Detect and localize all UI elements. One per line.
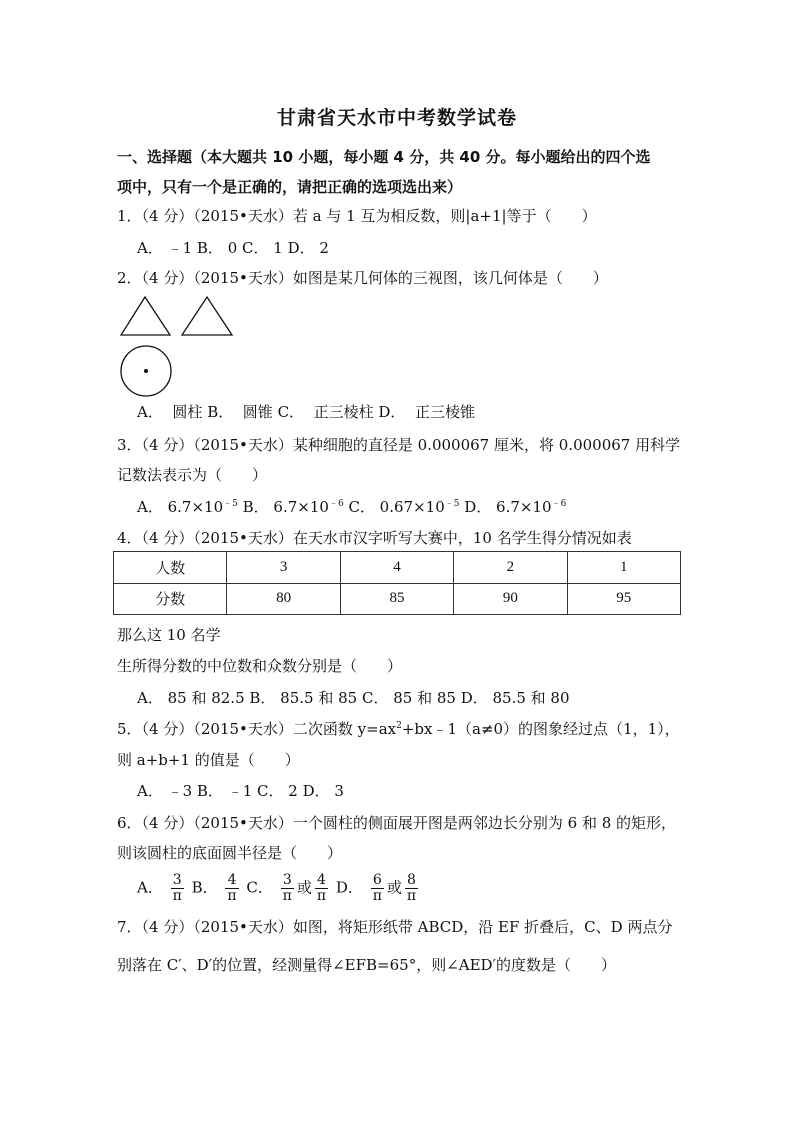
q2-option-b-text: 圆锥 xyxy=(242,403,273,421)
q2-option-b-label: B． xyxy=(207,403,234,421)
table-row xyxy=(114,552,681,584)
fraction-denominator: π xyxy=(372,888,382,904)
question-4-continuation-line1: 那么这 10 名学 xyxy=(117,626,221,644)
front-view-triangle xyxy=(121,297,170,335)
fraction-numerator: 4 xyxy=(315,873,328,889)
q3-option-c: C． 0.67×10 xyxy=(343,498,445,516)
question-7-stem-line1: 7．（4 分）（2015•天水）如图，将矩形纸带 ABCD，沿 EF 折叠后，C、D 两点分 xyxy=(117,918,673,936)
fraction-denominator: π xyxy=(316,888,327,904)
fraction-denominator: π xyxy=(172,888,182,904)
fraction-denominator: π xyxy=(406,888,417,904)
q2-option-a-label: A． xyxy=(137,403,163,421)
side-view-triangle xyxy=(182,297,232,335)
q3-option-c-exponent: ﹣5 xyxy=(444,499,460,509)
fraction-numerator: 3 xyxy=(281,873,294,889)
score-table xyxy=(113,551,681,615)
question-3-options xyxy=(137,497,566,517)
question-5-stem-line2: 则 a+b+1 的值是（ ） xyxy=(117,751,300,769)
q6-option-d-fraction-2 xyxy=(405,873,418,904)
fraction-denominator: π xyxy=(282,888,292,904)
top-view-center-dot xyxy=(144,369,148,373)
question-6-stem-line1: 6．（4 分）（2015•天水）一个圆柱的侧面展开图是两邻边长分别为 6 和 8 的矩形， xyxy=(117,814,677,832)
q3-option-a-exponent: ﹣5 xyxy=(223,499,238,509)
three-view-top-circle xyxy=(118,345,176,399)
q6-option-c-label: C． xyxy=(246,878,273,897)
question-4-continuation-line2: 生所得分数的中位数和众数分别是（ ） xyxy=(117,657,403,675)
q6-option-d-fraction-1 xyxy=(371,873,384,904)
q3-option-d: D． 6.7×10 xyxy=(459,498,552,516)
q2-option-c-label: C． xyxy=(277,403,305,421)
q6-option-b-fraction xyxy=(225,873,238,904)
table-cell: 95 xyxy=(567,583,680,615)
table-cell: 1 xyxy=(567,552,680,584)
question-6-options xyxy=(137,873,421,904)
q2-option-d-text: 正三棱锥 xyxy=(414,403,475,421)
q3-option-b: B． 6.7×10 xyxy=(237,498,329,516)
question-3-stem-line1: 3．（4 分）（2015•天水）某种细胞的直径是 0.000067 厘米，将 0.000067 用科学 xyxy=(117,436,681,454)
section-heading-line2: 项中，只有一个是正确的，请把正确的选项选出来） xyxy=(117,178,463,196)
q3-option-a: A． 6.7×10 xyxy=(137,498,224,516)
q2-option-a-text: 圆柱 xyxy=(172,403,203,421)
fraction-numerator: 6 xyxy=(371,873,384,889)
question-6-stem-line2: 则该圆柱的底面圆半径是（ ） xyxy=(117,844,343,862)
table-row xyxy=(114,583,681,615)
q6-option-c-fraction-1 xyxy=(281,873,294,904)
q5-stem-part-b: +bx﹣1（a≠0）的图象经过点（1，1）， xyxy=(401,720,680,738)
three-view-front-side-triangles xyxy=(118,295,238,337)
q6-option-b-label: B． xyxy=(191,878,218,897)
question-5-options: A． ﹣3 B． ﹣1 C． 2 D． 3 xyxy=(137,782,344,800)
q5-stem-part-a: 5．（4 分）（2015•天水）二次函数 y=ax xyxy=(117,720,397,738)
fraction-numerator: 3 xyxy=(171,873,184,889)
question-4-options: A． 85 和 82.5 B． 85.5 和 85 C． 85 和 85 D． 85.5 和 80 xyxy=(137,689,570,707)
question-2-options xyxy=(137,402,475,422)
question-3-stem-line2: 记数法表示为（ ） xyxy=(117,466,268,484)
table-cell: 4 xyxy=(340,552,453,584)
question-4-stem: 4．（4 分）（2015•天水）在天水市汉字听写大赛中，10 名学生得分情况如表 xyxy=(117,529,632,547)
question-1-options: A． ﹣1 B． 0 C． 1 D． 2 xyxy=(137,239,329,257)
q6-option-a-label: A． xyxy=(137,878,163,897)
q6-option-d-label: D． xyxy=(335,878,363,897)
fraction-numerator: 4 xyxy=(225,873,238,889)
question-7-stem-line2: 别落在 C′、D′的位置，经测量得∠EFB=65°，则∠AED′的度数是（ ） xyxy=(117,956,616,974)
table-cell: 2 xyxy=(454,552,567,584)
table-cell: 85 xyxy=(340,583,453,615)
table-cell: 分数 xyxy=(114,583,227,615)
q6-option-c-fraction-2 xyxy=(315,873,328,904)
q3-option-d-exponent: ﹣6 xyxy=(551,499,567,509)
table-cell: 80 xyxy=(227,583,340,615)
page-title: 甘肃省天水市中考数学试卷 xyxy=(276,107,517,129)
q5-exponent: 2 xyxy=(396,721,402,731)
fraction-denominator: π xyxy=(227,888,237,904)
section-heading-line1: 一、选择题（本大题共 10 小题，每小题 4 分，共 40 分。每小题给出的四个选 xyxy=(117,148,651,166)
q6-option-c-or: 或 xyxy=(296,878,312,897)
question-2-stem: 2．（4 分）（2015•天水）如图是某几何体的三视图，该几何体是（ ） xyxy=(117,269,608,287)
table-cell: 3 xyxy=(227,552,340,584)
q2-option-c-text: 正三棱柱 xyxy=(313,403,374,421)
question-1-stem: 1．（4 分）（2015•天水）若 a 与 1 互为相反数，则|a+1|等于（ ） xyxy=(117,207,597,225)
fraction-numerator: 8 xyxy=(405,873,418,889)
q3-option-b-exponent: ﹣6 xyxy=(328,499,344,509)
question-5-stem-line1 xyxy=(117,719,680,739)
q6-option-a-fraction xyxy=(171,873,184,904)
q6-option-d-or: 或 xyxy=(386,878,402,897)
table-cell: 人数 xyxy=(114,552,227,584)
table-cell: 90 xyxy=(454,583,567,615)
q2-option-d-label: D． xyxy=(378,403,406,421)
